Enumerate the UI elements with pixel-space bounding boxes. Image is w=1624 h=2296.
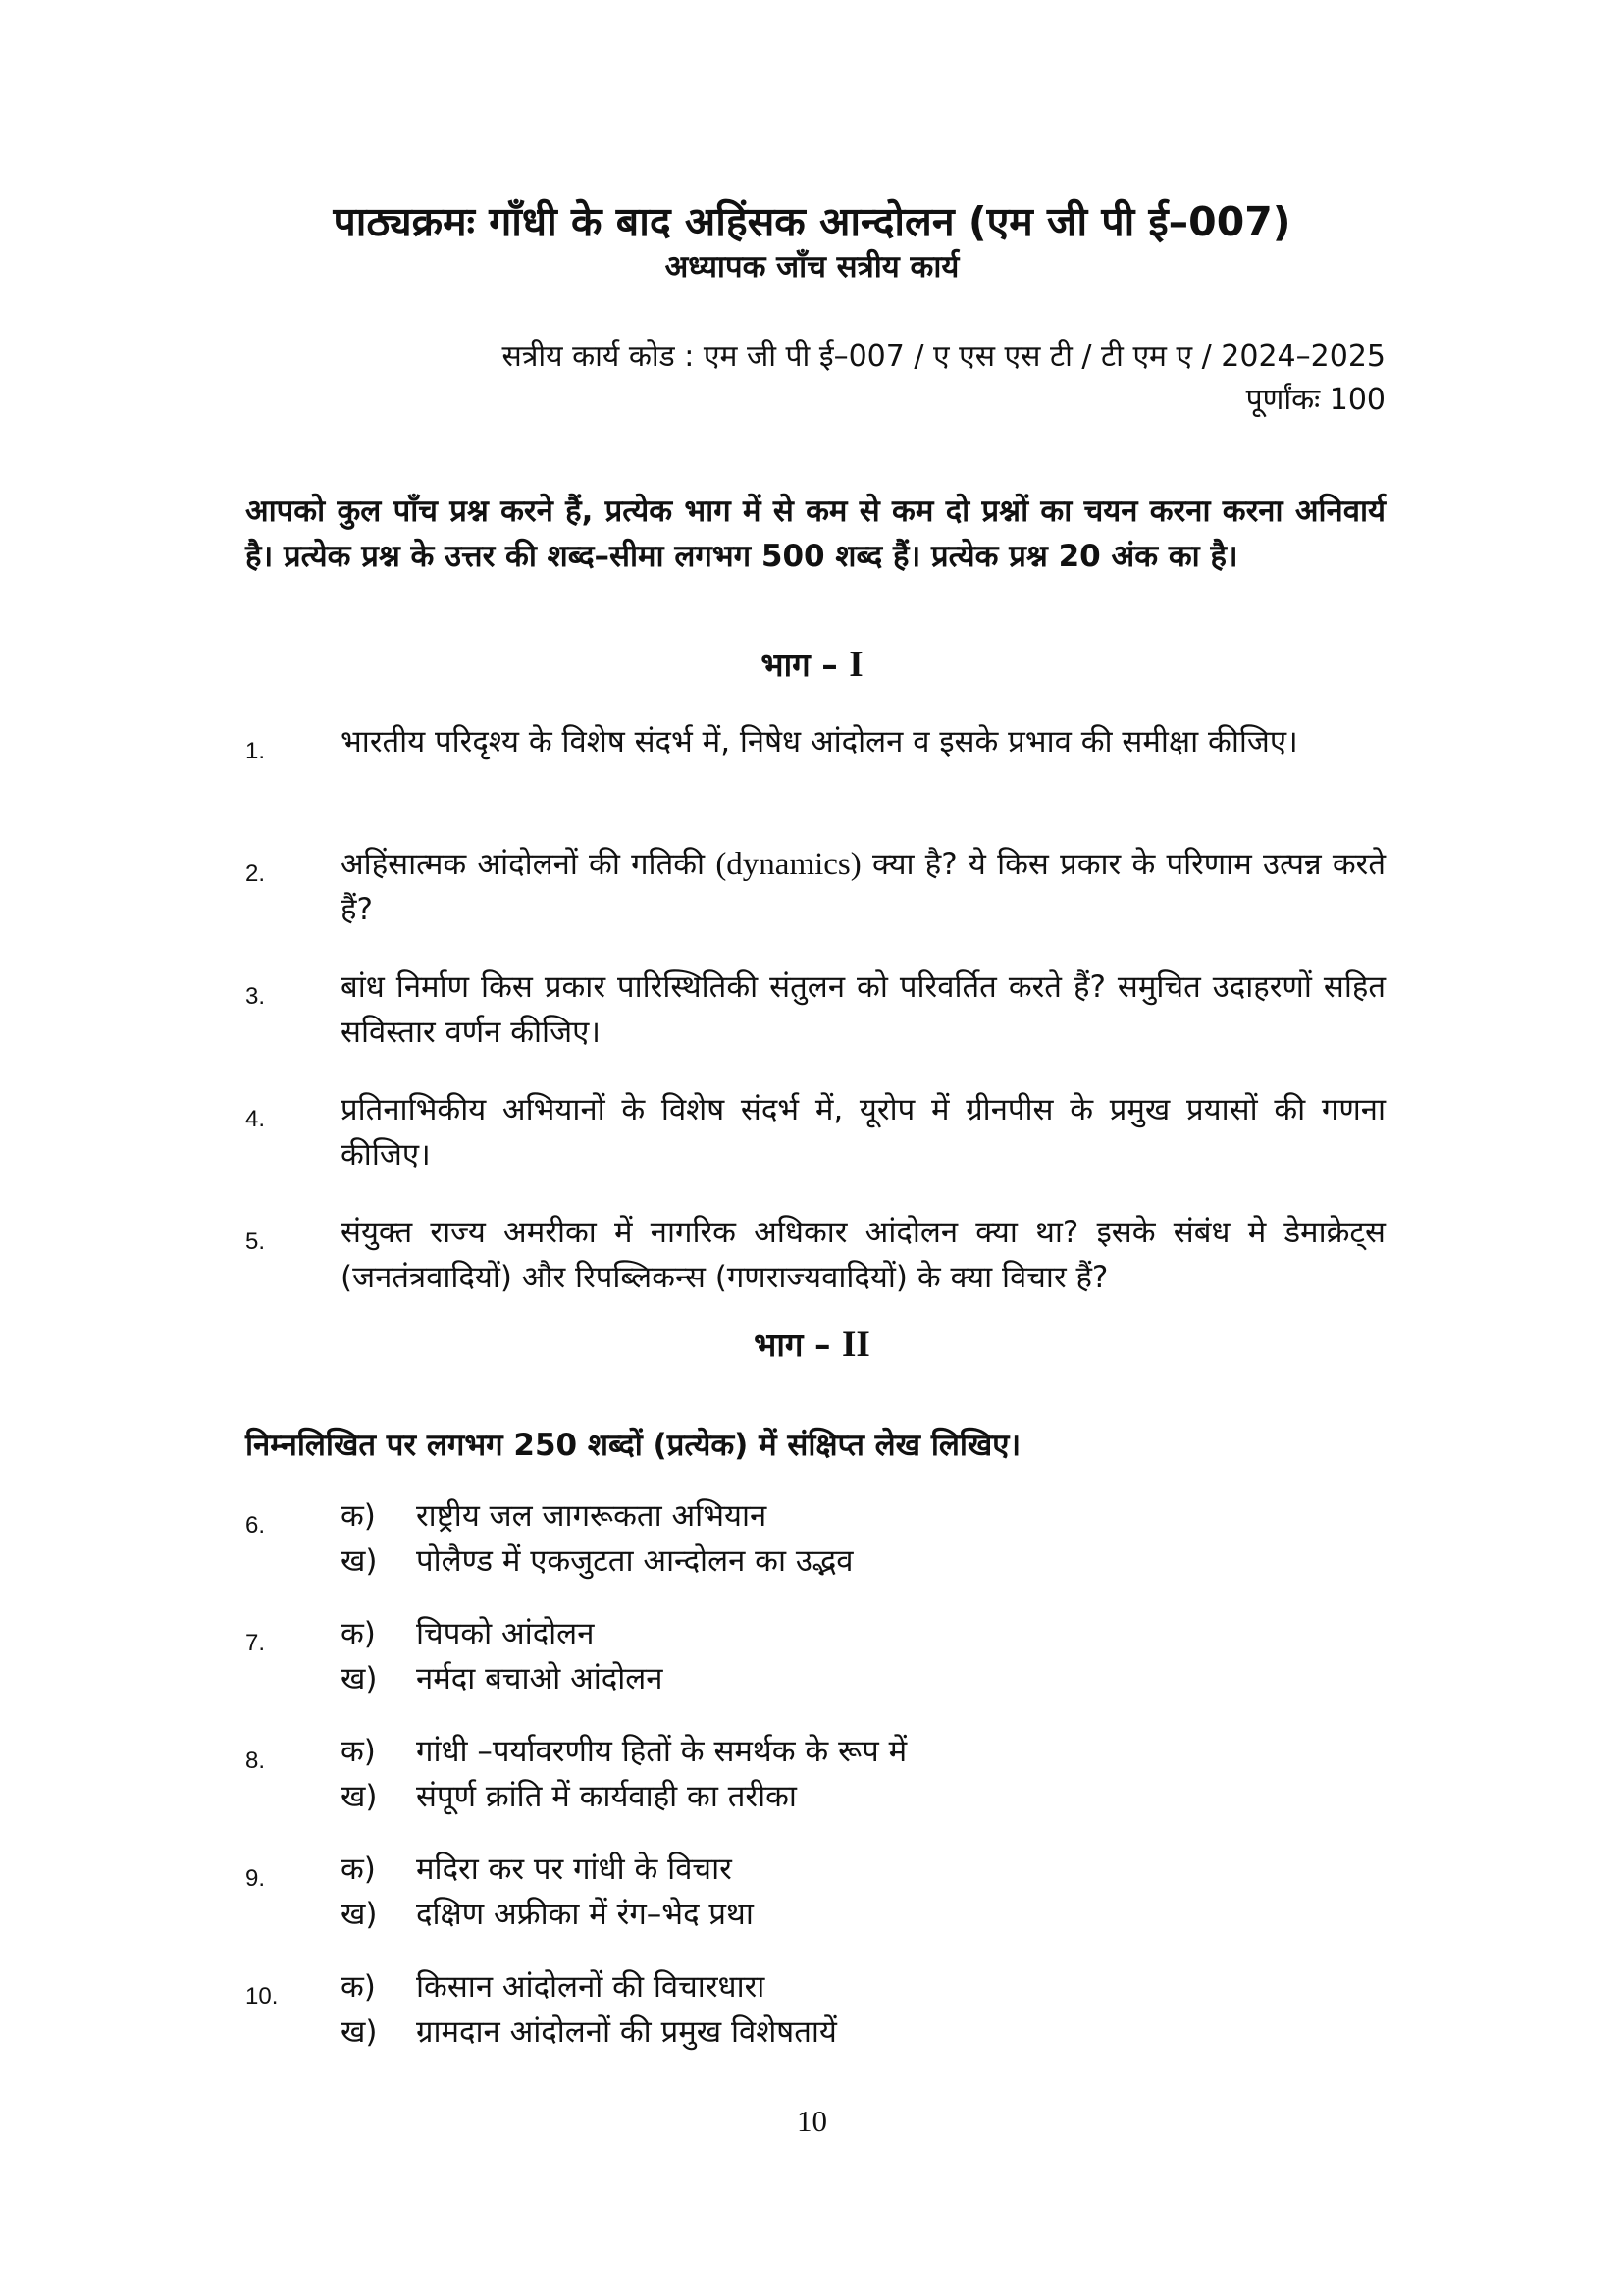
- sub-question-b: [341, 1774, 1386, 1819]
- question-text: भारतीय परिदृश्य के विशेष संदर्भ में, निषेध आंदोलन व इसके प्रभाव की समीक्षा कीजिए।: [341, 724, 1298, 759]
- sub-question-a: [341, 1964, 1386, 2009]
- question-number: 9.: [245, 1865, 266, 1892]
- sub-question-a: [341, 1611, 1386, 1656]
- question-term-english: (dynamics): [715, 847, 862, 882]
- sub-question-text: ग्रामदान आंदोलनों की प्रमुख विशेषतायें: [416, 2014, 837, 2050]
- question-text: बांध निर्माण किस प्रकार पारिस्थितिकी संतुलन को परिवर्तित करते हैं? समुचित उदाहरणों सहित सविस्तार वर्णन कीजिए।: [341, 969, 1386, 1050]
- general-instructions: आपको कुल पाँच प्रश्न करने हैं, प्रत्येक भाग में से कम से कम दो प्रश्नों का चयन करना करना अनिवार्य है। प्रत्येक प्रश्न के उत्तर की शब्द–सीमा लगभग 500 शब्द हैं। प्रत्येक प्रश्न 20 अंक का है।: [245, 494, 1386, 574]
- sub-question-text: गांधी –पर्यावरणीय हितों के समर्थक के रूप में: [416, 1734, 908, 1769]
- sub-question-text: चिपको आंदोलन: [416, 1616, 595, 1651]
- question-number: 5.: [245, 1228, 266, 1255]
- question-number: 7.: [245, 1630, 266, 1656]
- part-2-roman: II: [842, 1325, 870, 1365]
- sub-marker: क): [341, 1734, 376, 1769]
- sub-question-a: [341, 1729, 1386, 1774]
- question-number: 6.: [245, 1512, 266, 1539]
- part-1-label: भाग –: [760, 646, 838, 684]
- sub-question-b: [341, 1539, 1386, 1584]
- question-7: [245, 1611, 1386, 1701]
- sub-question-b: [341, 1892, 1386, 1937]
- sub-marker: ख): [341, 1543, 378, 1579]
- sub-question-b: [341, 2009, 1386, 2055]
- question-number: 2.: [245, 861, 266, 887]
- part-2-heading: [0, 1323, 1624, 1368]
- sub-marker: ख): [341, 1779, 378, 1814]
- assignment-code: सत्रीय कार्य कोड : एम जी पी ई–007 / ए एस एस टी / टी एम ए / 2024–2025: [501, 339, 1386, 374]
- question-text: संयुक्त राज्य अमरीका में नागरिक अधिकार आंदोलन क्या था? इसके संबंध मे डेमाक्रेट्स (जनतंत्रवादियों) और रिपब्लिकन्स (गणराज्यवादियों) के क्या विचार हैं?: [341, 1215, 1386, 1295]
- question-8: [245, 1729, 1386, 1819]
- sub-marker: ख): [341, 2014, 378, 2050]
- part-2-label: भाग –: [754, 1326, 831, 1364]
- question-text: प्रतिनाभिकीय अभियानों के विशेष संदर्भ में, यूरोप में ग्रीनपीस के प्रमुख प्रयासों की गणना कीजिए।: [341, 1092, 1386, 1173]
- sub-question-a: [341, 1847, 1386, 1892]
- question-number: 8.: [245, 1748, 266, 1774]
- question-5: [245, 1210, 1386, 1300]
- sub-question-text: पोलैण्ड में एकजुटता आन्दोलन का उद्भव: [416, 1543, 854, 1579]
- question-text: [341, 842, 1386, 932]
- part-2-instruction: निम्नलिखित पर लगभग 250 शब्दों (प्रत्येक) में संक्षिप्त लेख लिखिए।: [245, 1428, 1022, 1463]
- sub-question-text: संपूर्ण क्रांति में कार्यवाही का तरीका: [416, 1779, 797, 1814]
- sub-question-b: [341, 1656, 1386, 1701]
- sub-question-text: राष्ट्रीय जल जागरूकता अभियान: [416, 1498, 767, 1534]
- sub-question-text: नर्मदा बचाओ आंदोलन: [416, 1661, 663, 1696]
- sub-question-a: [341, 1493, 1386, 1539]
- sub-marker: क): [341, 1969, 376, 2005]
- part-1-heading: [0, 643, 1624, 688]
- sub-question-text: दक्षिण अफ्रीका में रंग–भेद प्रथा: [416, 1897, 754, 1932]
- question-number: 1.: [245, 738, 266, 764]
- question-1: [245, 719, 1386, 764]
- max-marks: पूर्णांकः 100: [1245, 383, 1386, 417]
- sub-marker: क): [341, 1498, 376, 1534]
- sub-marker: क): [341, 1852, 376, 1887]
- sub-question-text: मदिरा कर पर गांधी के विचार: [416, 1852, 732, 1887]
- question-2: [245, 842, 1386, 932]
- question-4: [245, 1087, 1386, 1177]
- question-number: 10.: [245, 1983, 279, 2009]
- sub-marker: ख): [341, 1661, 378, 1696]
- question-text-part: अहिंसात्मक आंदोलनों की गतिकी: [341, 847, 706, 882]
- question-10: [245, 1964, 1386, 2055]
- sub-marker: क): [341, 1616, 376, 1651]
- sub-question-text: किसान आंदोलनों की विचारधारा: [416, 1969, 765, 2005]
- page-number: 10: [797, 2104, 827, 2138]
- question-number: 3.: [245, 983, 266, 1010]
- question-number: 4.: [245, 1106, 266, 1132]
- question-6: [245, 1493, 1386, 1584]
- question-text-part: क्या है? ये किस प्रकार के परिणाम उत्पन्न करते हैं?: [341, 847, 1387, 927]
- course-title: पाठ्यक्रमः गाँधी के बाद अहिंसक आन्दोलन (एम जी पी ई–007): [333, 198, 1291, 245]
- part-1-roman: I: [849, 645, 864, 685]
- question-3: [245, 965, 1386, 1055]
- sub-marker: ख): [341, 1897, 378, 1932]
- question-9: [245, 1847, 1386, 1937]
- assignment-subtitle: अध्यापक जाँच सत्रीय कार्य: [664, 249, 960, 285]
